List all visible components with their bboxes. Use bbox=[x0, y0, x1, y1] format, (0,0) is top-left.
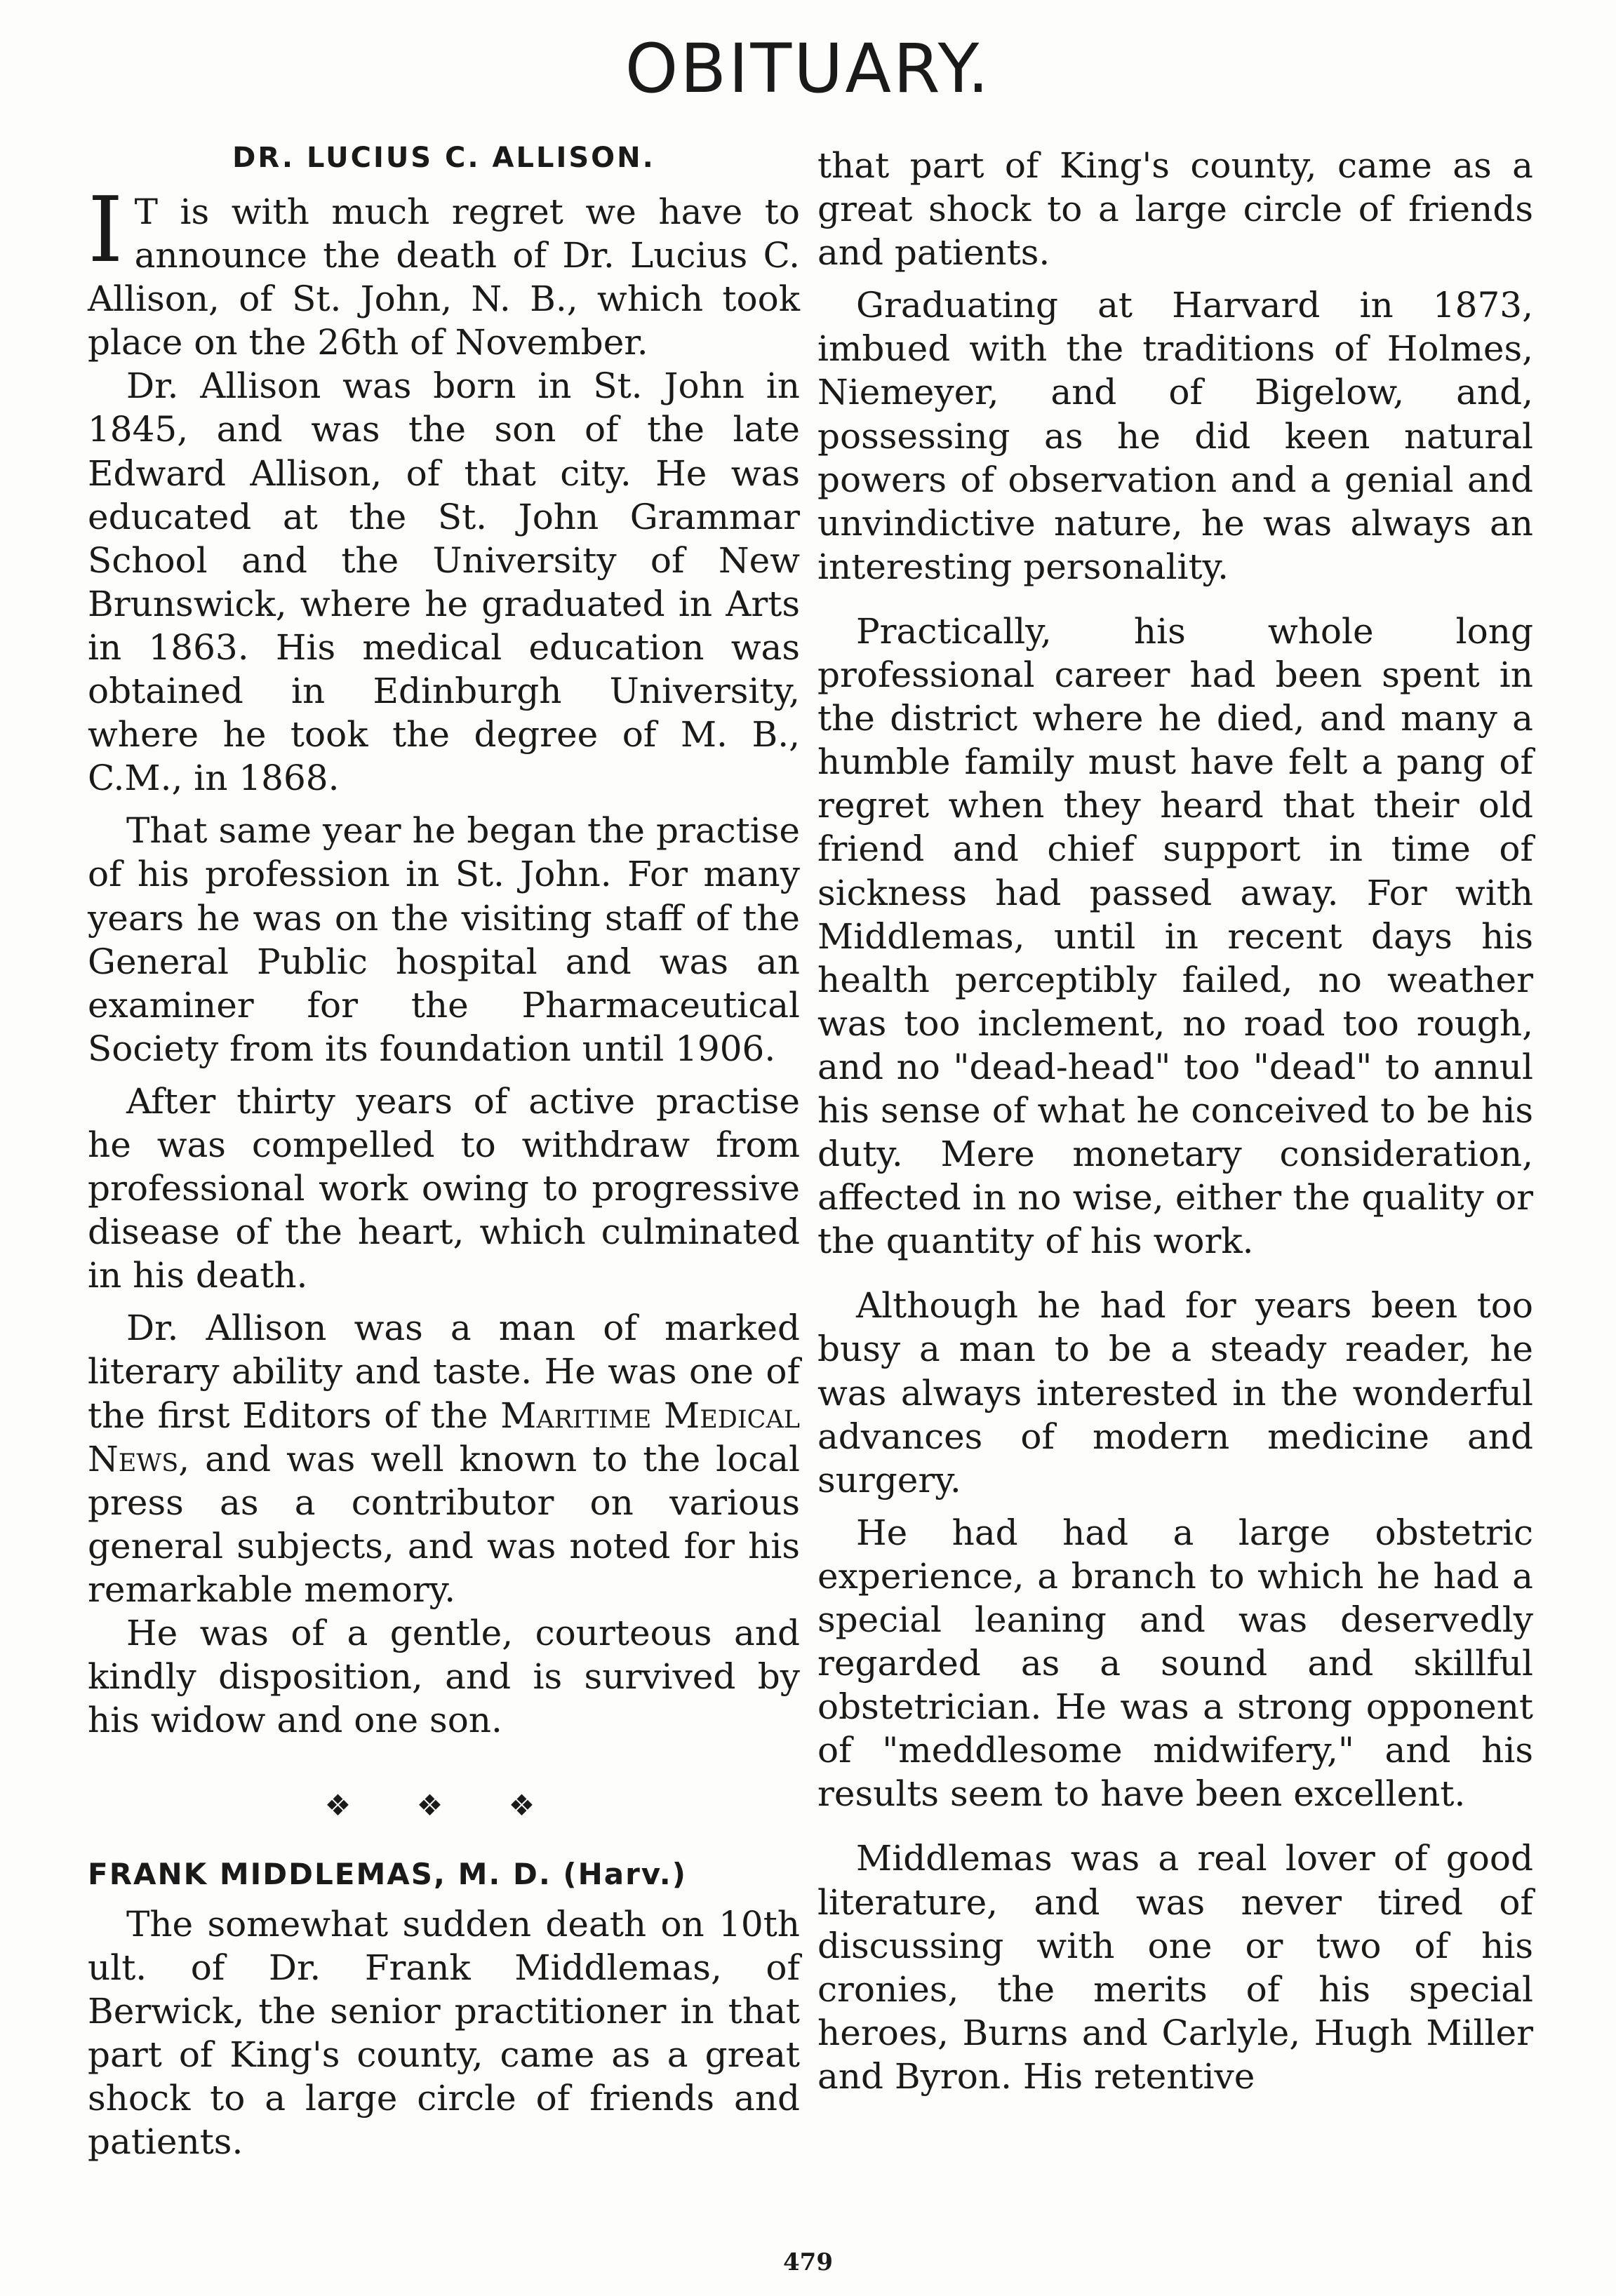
paragraph: Middlemas was a real lover of good literature, and was never tired of discussing with one or two of his cronies, the merits of his special heroes, Burns and Carlyle, Hugh Miller and Byron. His retentive bbox=[817, 1838, 1533, 2097]
section-divider: ❖ ❖ ❖ bbox=[324, 1788, 563, 1823]
degree-label: (Harv.) bbox=[563, 1857, 687, 1892]
paragraph: That same year he began the practise of his profession in St. John. For many years he was on the visiting staff of the General Public hospital and was an examiner for the Pharmaceutical Society from its foundation until 1906. bbox=[88, 810, 800, 1069]
paragraph: He had had a large obstetric experience, a branch to which he had a special leaning and was deservedly regarded as a sound and skillful obstetrician. He was a strong opponent of "meddlesome midwifery," and his results seem to have been excellent. bbox=[817, 1512, 1533, 1815]
left-column bbox=[88, 142, 800, 2163]
page-number: 479 bbox=[783, 2248, 833, 2276]
paragraph: Although he had for years been too busy a man to be a steady reader, he was always interested in the wonderful advances of modern medicine and surgery. bbox=[817, 1285, 1533, 1501]
obituary-name-allison: DR. LUCIUS C. ALLISON. bbox=[232, 142, 655, 174]
paragraph: Practically, his whole long professional career had been spent in the district where he died, and many a humble family must have felt a pang of regret when they heard that their old friend and chief support in time of sickness had passed away. For with Middlemas, until in recent days his health perceptibly failed, no weather was too inclement, no road too rough, and no "dead-head" too "dead" to annul his sense of what he conceived to be his duty. Mere monetary consideration, affected in no wise, either the quality or the quantity of his work. bbox=[817, 610, 1533, 1262]
obituary-name-text: FRANK MIDDLEMAS, M. D. bbox=[88, 1857, 552, 1892]
obituary-name-middlemas bbox=[88, 1857, 800, 1892]
paragraph bbox=[88, 1306, 800, 1611]
paragraph-text: , and was well known to the local press as a contributor on various general subjects, and was noted for his remarkable memory. bbox=[88, 1438, 800, 1610]
paragraph: The somewhat sudden death on 10th ult. of Dr. Frank Middlemas, of Berwick, the senior practitioner in that part of King's county, came as a great shock to a large circle of friends and patients. bbox=[88, 1903, 800, 2163]
paragraph: Dr. Allison was born in St. John in 1845, and was the son of the late Edward Allison, of that city. He was educated at the St. John Grammar School and the University of New Brunswick, where he graduated in Arts in 1863. His medical education was obtained in Edinburgh University, where he took the degree of M. B., C.M., in 1868. bbox=[88, 365, 800, 799]
paragraph: After thirty years of active practise he was compelled to withdraw from professional work owing to progressive disease of the heart, which culminated in his death. bbox=[88, 1080, 800, 1296]
paragraph-continued: that part of King's county, came as a great shock to a large circle of friends and patients. bbox=[817, 145, 1533, 274]
drop-cap: I bbox=[88, 178, 123, 283]
paragraph: Graduating at Harvard in 1873, imbued with the traditions of Holmes, Niemeyer, and of Bigelow, and, possessing as he did keen natural powers of observation and a genial and unvindictive nature, he was always an interesting personality. bbox=[817, 285, 1533, 587]
journal-name: Maritime Medical News bbox=[88, 1395, 800, 1479]
paragraph: He was of a gentle, courteous and kindly disposition, and is survived by his widow and one son. bbox=[88, 1613, 800, 1741]
right-column bbox=[817, 144, 1533, 2098]
paragraph-text: T is with much regret we have to announce the death of Dr. Lucius C. Allison, of St. John, N. B., which took place on the 26th of November. bbox=[88, 192, 800, 363]
page-title: OBITUARY. bbox=[625, 29, 991, 108]
paragraph-text: Dr. Allison was a man of marked literary ability and taste. He was one of the first Editors of the bbox=[88, 1308, 800, 1436]
paragraph bbox=[88, 178, 800, 364]
